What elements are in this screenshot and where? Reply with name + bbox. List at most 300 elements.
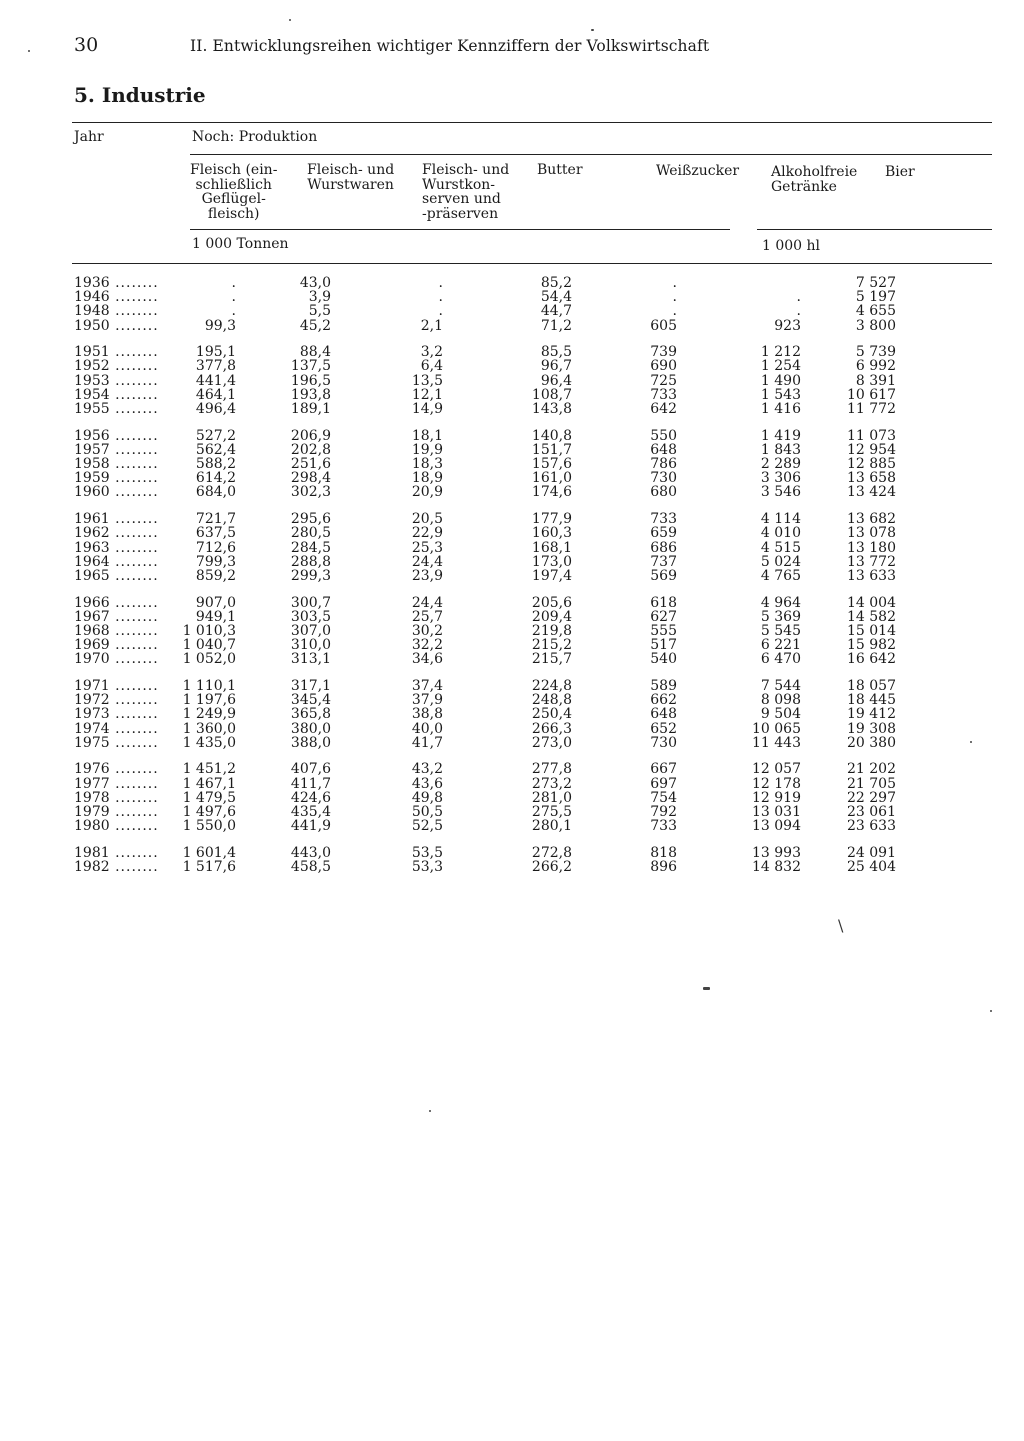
cell-fleisch: 614,2: [195, 470, 236, 487]
cell-fleisch: 859,2: [195, 567, 236, 584]
column-header-konserven: Fleisch- und Wurstkon- serven und -präserven: [422, 162, 510, 222]
cell-alkoholfreie-getraenke: 12 057: [752, 761, 801, 778]
cell-bier: 6 992: [855, 358, 896, 375]
cell-alkoholfreie-getraenke: 3 306: [760, 470, 801, 487]
cell-fleisch: 527,2: [195, 427, 236, 444]
cell-bier: 13 682: [847, 511, 896, 528]
cell-year: 1971 .....: [74, 679, 159, 693]
cell-weisszucker: 733: [650, 511, 677, 528]
cell-alkoholfreie-getraenke: 5 369: [760, 608, 801, 625]
cell-bier: 25 404: [847, 859, 896, 876]
cell-konserven: 12,1: [411, 386, 443, 403]
cell-year: 1954 .....: [74, 388, 159, 402]
cell-butter: 151,7: [531, 441, 572, 458]
row-group: [70, 762, 910, 833]
cell-fleischwaren: 317,1: [290, 678, 331, 694]
cell-butter: 71,2: [540, 317, 572, 334]
cell-fleischwaren: 43,0: [299, 275, 331, 291]
cell-bier: 8 391: [855, 372, 896, 389]
cell-fleisch: 1 197,6: [182, 692, 236, 709]
cell-konserven: 3,2: [420, 344, 443, 361]
cell-butter: 96,4: [540, 372, 572, 389]
cell-weisszucker: 627: [650, 608, 677, 625]
cell-weisszucker: 589: [650, 678, 677, 694]
cell-weisszucker: 786: [650, 456, 677, 473]
cell-bier: 13 180: [847, 539, 896, 556]
cell-butter: 275,5: [531, 804, 572, 820]
cell-fleisch: 1 110,1: [182, 678, 236, 694]
cell-alkoholfreie-getraenke: 2 289: [760, 456, 801, 473]
table-row: [70, 541, 910, 555]
table-row: [70, 512, 910, 526]
cell-weisszucker: 648: [650, 706, 677, 723]
scan-speck: [990, 1010, 992, 1012]
cell-fleischwaren: 193,8: [290, 386, 331, 403]
cell-alkoholfreie-getraenke: 12 178: [752, 775, 801, 792]
table-row: [70, 624, 910, 638]
cell-weisszucker: 754: [650, 789, 677, 806]
cell-year: 1960 .....: [74, 485, 159, 499]
cell-fleisch: 464,1: [195, 386, 236, 403]
cell-year: 1977 .....: [74, 777, 159, 791]
column-header-alkoholfreie-getraenke: Alkoholfreie Getränke: [771, 164, 858, 195]
cell-year: 1973 .....: [74, 707, 159, 721]
cell-weisszucker: 733: [650, 818, 677, 835]
cell-bier: 20 380: [847, 734, 896, 751]
cell-konserven: 32,2: [411, 637, 443, 654]
cell-konserven: 14,9: [411, 401, 443, 417]
scan-speck: [429, 1110, 431, 1112]
cell-year: 1936 .....: [74, 276, 159, 290]
cell-konserven: .: [438, 303, 443, 320]
cell-bier: 12 885: [847, 456, 896, 473]
scan-speck: [591, 29, 594, 31]
table-row: [70, 596, 910, 610]
cell-konserven: 6,4: [420, 358, 443, 375]
cell-fleischwaren: 302,3: [290, 484, 331, 501]
cell-weisszucker: 680: [650, 484, 677, 501]
cell-butter: 44,7: [540, 303, 572, 320]
column-header-fleisch: Fleisch (ein- schließlich Geflügel- fleisch): [190, 162, 278, 222]
cell-butter: 161,0: [531, 470, 572, 487]
cell-butter: 280,1: [531, 818, 572, 835]
cell-butter: 250,4: [531, 706, 572, 723]
cell-butter: 209,4: [531, 608, 572, 625]
table-row: [70, 762, 910, 776]
cell-fleischwaren: 88,4: [299, 344, 331, 361]
cell-year: 1976 .....: [74, 762, 159, 776]
cell-butter: 266,3: [531, 720, 572, 737]
cell-fleischwaren: 3,9: [308, 289, 331, 306]
cell-alkoholfreie-getraenke: 5 024: [760, 553, 801, 570]
cell-fleischwaren: 298,4: [290, 470, 331, 487]
cell-fleisch: 441,4: [195, 372, 236, 389]
cell-konserven: 52,5: [411, 818, 443, 835]
cell-weisszucker: .: [672, 303, 677, 320]
table-row: [70, 652, 910, 666]
cell-bier: 13 772: [847, 553, 896, 570]
cell-fleisch: 1 550,0: [182, 818, 236, 835]
cell-bier: 15 982: [847, 637, 896, 654]
cell-butter: 174,6: [531, 484, 572, 501]
scan-speck: [970, 741, 972, 743]
cell-year: 1958 .....: [74, 457, 159, 471]
cell-alkoholfreie-getraenke: 1 490: [760, 372, 801, 389]
cell-weisszucker: 739: [650, 344, 677, 361]
cell-fleischwaren: 284,5: [290, 539, 331, 556]
table-row: [70, 693, 910, 707]
table-row: [70, 777, 910, 791]
table-row: [70, 679, 910, 693]
cell-fleischwaren: 251,6: [290, 456, 331, 473]
table-row: [70, 471, 910, 485]
cell-weisszucker: 725: [650, 372, 677, 389]
cell-konserven: 30,2: [411, 622, 443, 639]
cell-alkoholfreie-getraenke: 4 010: [760, 525, 801, 542]
table-row: [70, 402, 910, 416]
cell-fleischwaren: 407,6: [290, 761, 331, 778]
table-row: [70, 485, 910, 499]
cell-year: 1964 .....: [74, 555, 159, 569]
cell-fleischwaren: 288,8: [290, 553, 331, 570]
table-row: [70, 304, 910, 318]
cell-bier: 24 091: [847, 844, 896, 861]
cell-konserven: 40,0: [411, 720, 443, 737]
unit-rule-left: [190, 229, 730, 230]
cell-weisszucker: 550: [650, 427, 677, 444]
cell-alkoholfreie-getraenke: 1 254: [760, 358, 801, 375]
row-group: [70, 846, 910, 874]
cell-year: 1981 .....: [74, 846, 159, 860]
cell-weisszucker: 737: [650, 553, 677, 570]
table-row: [70, 345, 910, 359]
cell-konserven: 41,7: [411, 734, 443, 751]
group-header: Noch: Produktion: [192, 129, 318, 145]
cell-fleischwaren: 303,5: [290, 608, 331, 625]
cell-year: 1946 .....: [74, 290, 159, 304]
group-header-rule: [190, 154, 992, 155]
cell-konserven: 18,3: [411, 456, 443, 473]
cell-alkoholfreie-getraenke: 10 065: [752, 720, 801, 737]
cell-bier: 11 073: [847, 427, 896, 444]
cell-konserven: 20,5: [411, 511, 443, 528]
cell-fleischwaren: 5,5: [308, 303, 331, 320]
table-row: [70, 846, 910, 860]
cell-butter: 168,1: [531, 539, 572, 556]
cell-bier: 3 800: [855, 317, 896, 334]
cell-fleisch: 1 360,0: [182, 720, 236, 737]
cell-butter: 160,3: [531, 525, 572, 542]
table-row: [70, 860, 910, 874]
cell-year: 1982 .....: [74, 860, 159, 874]
column-header-butter: Butter: [537, 162, 583, 178]
cell-weisszucker: 555: [650, 622, 677, 639]
cell-konserven: 19,9: [411, 441, 443, 458]
cell-alkoholfreie-getraenke: 11 443: [752, 734, 801, 751]
scan-speck: [28, 50, 30, 52]
cell-year: 1967 .....: [74, 610, 159, 624]
cell-alkoholfreie-getraenke: 4 765: [760, 567, 801, 584]
cell-bier: 13 633: [847, 567, 896, 584]
cell-konserven: 25,3: [411, 539, 443, 556]
cell-year: 1972 .....: [74, 693, 159, 707]
cell-fleischwaren: 45,2: [299, 317, 331, 334]
cell-weisszucker: 642: [650, 401, 677, 417]
cell-fleischwaren: 380,0: [290, 720, 331, 737]
cell-fleisch: 1 435,0: [182, 734, 236, 751]
scan-mark: \: [838, 916, 844, 935]
cell-fleisch: 949,1: [195, 608, 236, 625]
cell-fleischwaren: 307,0: [290, 622, 331, 639]
table-header-bottom-rule: [72, 263, 992, 264]
cell-weisszucker: 697: [650, 775, 677, 792]
cell-butter: 215,7: [531, 651, 572, 668]
table-row: [70, 707, 910, 721]
cell-year: 1969 .....: [74, 638, 159, 652]
cell-alkoholfreie-getraenke: 1 419: [760, 427, 801, 444]
table-row: [70, 526, 910, 540]
cell-alkoholfreie-getraenke: 4 114: [760, 511, 801, 528]
row-group: [70, 276, 910, 333]
cell-weisszucker: 818: [650, 844, 677, 861]
cell-year: 1951 .....: [74, 345, 159, 359]
cell-fleisch: .: [231, 303, 236, 320]
cell-konserven: 43,6: [411, 775, 443, 792]
table-row: [70, 791, 910, 805]
cell-konserven: 25,7: [411, 608, 443, 625]
cell-konserven: 53,3: [411, 859, 443, 876]
cell-fleisch: 1 479,5: [182, 789, 236, 806]
cell-fleisch: 1 601,4: [182, 844, 236, 861]
cell-fleisch: 721,7: [195, 511, 236, 528]
table-row: [70, 722, 910, 736]
cell-butter: 143,8: [531, 401, 572, 417]
cell-year: 1953 .....: [74, 374, 159, 388]
cell-fleischwaren: 310,0: [290, 637, 331, 654]
cell-fleisch: 1 451,2: [182, 761, 236, 778]
cell-alkoholfreie-getraenke: .: [796, 289, 801, 306]
cell-alkoholfreie-getraenke: 1 416: [760, 401, 801, 417]
cell-weisszucker: 659: [650, 525, 677, 542]
cell-alkoholfreie-getraenke: 6 221: [760, 637, 801, 654]
cell-weisszucker: 733: [650, 386, 677, 403]
cell-year: 1952 .....: [74, 359, 159, 373]
table-row: [70, 359, 910, 373]
cell-butter: 273,2: [531, 775, 572, 792]
cell-butter: 54,4: [540, 289, 572, 306]
column-header-bier: Bier: [885, 164, 915, 180]
cell-konserven: 18,1: [411, 427, 443, 444]
cell-year: 1948 .....: [74, 304, 159, 318]
cell-butter: 219,8: [531, 622, 572, 639]
table-row: [70, 276, 910, 290]
cell-weisszucker: 540: [650, 651, 677, 668]
cell-konserven: 20,9: [411, 484, 443, 501]
cell-butter: 266,2: [531, 859, 572, 876]
cell-konserven: 22,9: [411, 525, 443, 542]
cell-alkoholfreie-getraenke: 4 515: [760, 539, 801, 556]
table-row: [70, 819, 910, 833]
cell-alkoholfreie-getraenke: 923: [774, 317, 801, 334]
cell-bier: 7 527: [855, 275, 896, 291]
cell-bier: 16 642: [847, 651, 896, 668]
cell-butter: 96,7: [540, 358, 572, 375]
cell-konserven: 18,9: [411, 470, 443, 487]
cell-alkoholfreie-getraenke: 13 993: [752, 844, 801, 861]
cell-fleisch: 1 467,1: [182, 775, 236, 792]
cell-fleischwaren: 458,5: [290, 859, 331, 876]
scan-speck: [289, 19, 291, 21]
row-group: [70, 429, 910, 500]
cell-butter: 157,6: [531, 456, 572, 473]
row-group: [70, 345, 910, 416]
table-row: [70, 638, 910, 652]
table-row: [70, 374, 910, 388]
table-row: [70, 429, 910, 443]
cell-fleisch: 1 040,7: [182, 637, 236, 654]
cell-butter: 173,0: [531, 553, 572, 570]
cell-butter: 108,7: [531, 386, 572, 403]
cell-konserven: 50,5: [411, 804, 443, 820]
cell-konserven: 53,5: [411, 844, 443, 861]
page-number: 30: [74, 34, 99, 56]
cell-butter: 140,8: [531, 427, 572, 444]
cell-alkoholfreie-getraenke: 13 031: [752, 804, 801, 820]
cell-fleisch: .: [231, 289, 236, 306]
cell-alkoholfreie-getraenke: 8 098: [760, 692, 801, 709]
cell-bier: 18 445: [847, 692, 896, 709]
cell-konserven: 37,9: [411, 692, 443, 709]
cell-bier: 22 297: [847, 789, 896, 806]
unit-rule-right: [757, 229, 992, 230]
cell-year: 1950 .....: [74, 319, 159, 333]
cell-bier: 13 078: [847, 525, 896, 542]
cell-alkoholfreie-getraenke: .: [796, 303, 801, 320]
table-body: [70, 276, 910, 887]
table-row: [70, 610, 910, 624]
cell-fleischwaren: 441,9: [290, 818, 331, 835]
cell-fleisch: 712,6: [195, 539, 236, 556]
cell-year: 1957 .....: [74, 443, 159, 457]
cell-konserven: 37,4: [411, 678, 443, 694]
cell-fleisch: 99,3: [204, 317, 236, 334]
cell-year: 1966 .....: [74, 596, 159, 610]
cell-fleischwaren: 365,8: [290, 706, 331, 723]
cell-fleisch: 562,4: [195, 441, 236, 458]
table-row: [70, 555, 910, 569]
cell-konserven: 24,4: [411, 594, 443, 611]
cell-alkoholfreie-getraenke: 6 470: [760, 651, 801, 668]
cell-weisszucker: 605: [650, 317, 677, 334]
cell-bier: 21 705: [847, 775, 896, 792]
cell-bier: 4 655: [855, 303, 896, 320]
cell-butter: 197,4: [531, 567, 572, 584]
cell-weisszucker: 792: [650, 804, 677, 820]
cell-fleischwaren: 345,4: [290, 692, 331, 709]
scan-speck: [703, 987, 710, 990]
cell-alkoholfreie-getraenke: 12 919: [752, 789, 801, 806]
cell-year: 1963 .....: [74, 541, 159, 555]
table-row: [70, 569, 910, 583]
cell-konserven: 23,9: [411, 567, 443, 584]
cell-konserven: 24,4: [411, 553, 443, 570]
table-top-rule: [72, 122, 992, 123]
cell-weisszucker: 730: [650, 734, 677, 751]
cell-fleisch: 1 249,9: [182, 706, 236, 723]
table-row: [70, 290, 910, 304]
cell-fleischwaren: 300,7: [290, 594, 331, 611]
cell-fleischwaren: 137,5: [290, 358, 331, 375]
cell-weisszucker: 730: [650, 470, 677, 487]
cell-bier: 5 739: [855, 344, 896, 361]
year-header: Jahr: [74, 129, 104, 145]
cell-bier: 5 197: [855, 289, 896, 306]
cell-fleischwaren: 202,8: [290, 441, 331, 458]
cell-weisszucker: 690: [650, 358, 677, 375]
cell-fleischwaren: 388,0: [290, 734, 331, 751]
cell-konserven: .: [438, 275, 443, 291]
cell-fleischwaren: 299,3: [290, 567, 331, 584]
cell-year: 1980 .....: [74, 819, 159, 833]
cell-year: 1962 .....: [74, 526, 159, 540]
cell-butter: 224,8: [531, 678, 572, 694]
cell-bier: 14 582: [847, 608, 896, 625]
cell-fleischwaren: 189,1: [290, 401, 331, 417]
cell-year: 1965 .....: [74, 569, 159, 583]
column-header-weisszucker: Weißzucker: [656, 163, 740, 179]
cell-fleisch: 1 497,6: [182, 804, 236, 820]
cell-fleischwaren: 435,4: [290, 804, 331, 820]
cell-year: 1968 .....: [74, 624, 159, 638]
cell-fleisch: 1 010,3: [182, 622, 236, 639]
cell-butter: 248,8: [531, 692, 572, 709]
cell-bier: 11 772: [847, 401, 896, 417]
cell-konserven: 38,8: [411, 706, 443, 723]
cell-weisszucker: 648: [650, 441, 677, 458]
cell-weisszucker: 517: [650, 637, 677, 654]
cell-fleisch: 637,5: [195, 525, 236, 542]
cell-fleischwaren: 295,6: [290, 511, 331, 528]
cell-butter: 215,2: [531, 637, 572, 654]
cell-year: 1955 .....: [74, 402, 159, 416]
cell-weisszucker: 896: [650, 859, 677, 876]
table-row: [70, 388, 910, 402]
cell-fleisch: 907,0: [195, 594, 236, 611]
cell-bier: 13 424: [847, 484, 896, 501]
cell-bier: 23 633: [847, 818, 896, 835]
running-head: II. Entwicklungsreihen wichtiger Kennziffern der Volkswirtschaft: [190, 37, 710, 55]
cell-weisszucker: 569: [650, 567, 677, 584]
cell-butter: 272,8: [531, 844, 572, 861]
cell-konserven: .: [438, 289, 443, 306]
cell-bier: 21 202: [847, 761, 896, 778]
cell-bier: 18 057: [847, 678, 896, 694]
cell-butter: 281,0: [531, 789, 572, 806]
cell-fleisch: 195,1: [195, 344, 236, 361]
cell-year: 1974 .....: [74, 722, 159, 736]
cell-alkoholfreie-getraenke: 1 543: [760, 386, 801, 403]
table-row: [70, 736, 910, 750]
cell-weisszucker: .: [672, 289, 677, 306]
cell-konserven: 34,6: [411, 651, 443, 668]
cell-fleisch: 799,3: [195, 553, 236, 570]
cell-bier: 12 954: [847, 441, 896, 458]
cell-alkoholfreie-getraenke: 1 212: [760, 344, 801, 361]
cell-bier: 10 617: [847, 386, 896, 403]
table-row: [70, 443, 910, 457]
cell-alkoholfreie-getraenke: 4 964: [760, 594, 801, 611]
cell-konserven: 2,1: [420, 317, 443, 334]
